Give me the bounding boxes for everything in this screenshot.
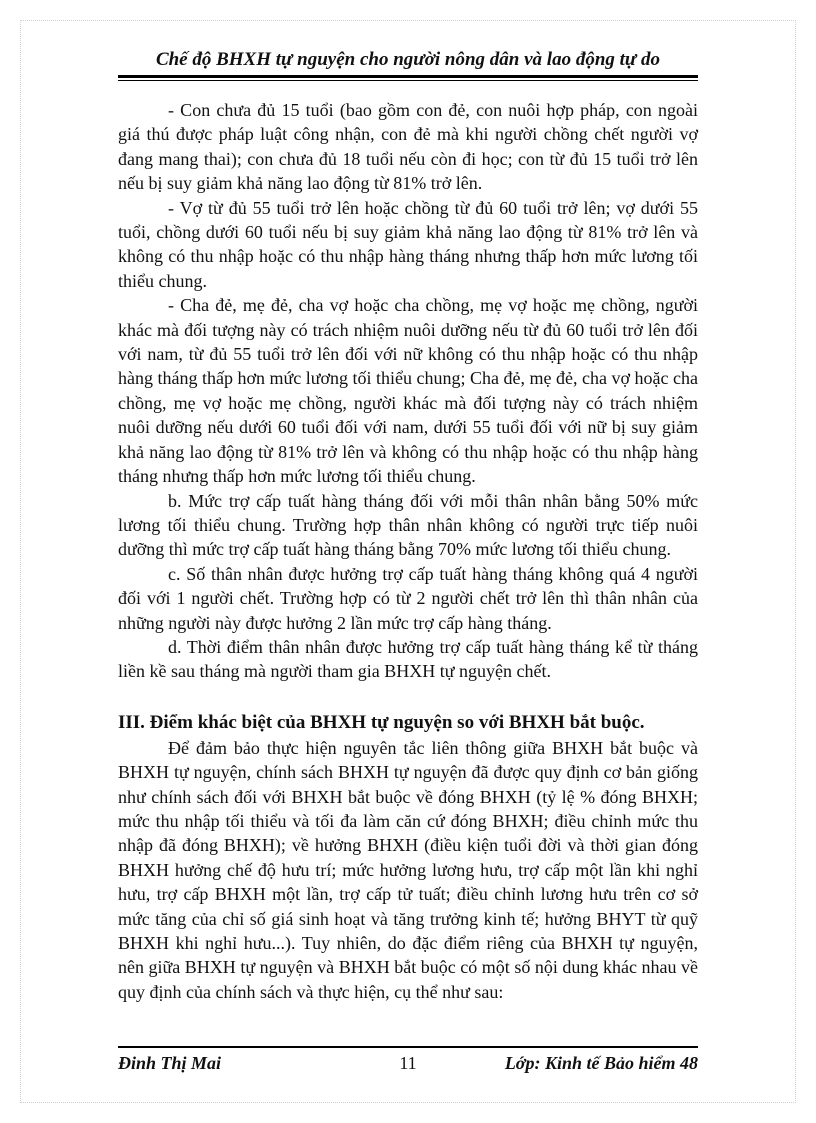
footer-author: Đinh Thị Mai (118, 1053, 222, 1073)
page-number: 11 (399, 1053, 417, 1073)
paragraph-children-dependents: - Con chưa đủ 15 tuổi (bao gồm con đẻ, con nuôi hợp pháp, con ngoài giá thú được pháp luật công nhận, con đẻ mà khi người chồng chết người vợ đang mang thai); con chưa đủ 18 tuổi nếu còn đi học; con từ đủ 15 tuổi trở lên nếu bị suy giảm khả năng lao động từ 81% trở lên. (118, 100, 698, 194)
header-rule-thin (118, 80, 698, 81)
footer-rule (118, 1046, 698, 1048)
paragraph-item-c: c. Số thân nhân được hưởng trợ cấp tuất hàng tháng không quá 4 người đối với 1 người chết. Trường hợp có từ 2 người chết trở lên thì thân nhân của những người này được hưởng 2 lần mức trợ cấp hàng tháng. (118, 563, 698, 633)
header-rule-thick (118, 75, 698, 78)
paragraph-item-b: b. Mức trợ cấp tuất hàng tháng đối với mỗi thân nhân bằng 50% mức lương tối thiểu chung. Trường hợp thân nhân không có người trực tiếp nuôi dưỡng thì mức trợ cấp tuất hàng tháng bằng 70% mức lương tối thiểu chung. (118, 490, 698, 560)
paragraph-parent-dependents: - Cha đẻ, mẹ đẻ, cha vợ hoặc cha chồng, mẹ vợ hoặc mẹ chồng, người khác mà đối tượng này có trách nhiệm nuôi dưỡng nếu từ đủ 60 tuổi trở lên đối với nam, từ đủ 55 tuổi trở lên đối với nữ không có thu nhập hoặc có thu nhập hàng tháng thấp hơn mức lương tối thiểu chung; Cha đẻ, mẹ đẻ, cha vợ hoặc cha chồng, mẹ vợ hoặc mẹ chồng, người khác mà đối tượng này có trách nhiệm nuôi dưỡng nếu dưới 60 tuổi đối với nam, dưới 55 tuổi đối với nữ bị suy giảm khả năng lao động từ 81% trở lên và không có thu nhập hoặc có thu nhập hàng tháng nhưng thấp hơn mức lương tối thiểu chung. (118, 295, 698, 487)
section-heading-iii: III. Điểm khác biệt của BHXH tự nguyện so với BHXH bắt buộc. (118, 711, 645, 733)
document-body (118, 98, 698, 1004)
paragraph-spouse-dependents: - Vợ từ đủ 55 tuổi trở lên hoặc chồng từ đủ 60 tuổi trở lên; vợ dưới 55 tuổi, chồng dưới 60 tuổi nếu bị suy giảm khả năng lao động từ 81% trở lên và không có thu nhập hoặc có thu nhập hàng tháng nhưng thấp hơn mức lương tối thiểu chung. (118, 197, 698, 291)
paragraph-section-iii-intro: Để đảm bảo thực hiện nguyên tắc liên thông giữa BHXH bắt buộc và BHXH tự nguyện, chính sách BHXH tự nguyện đã được quy định cơ bản giống như chính sách đối với BHXH bắt buộc về đóng BHXH (tỷ lệ % đóng BHXH; mức thu nhập tối thiểu và tối đa làm căn cứ đóng BHXH; điều chỉnh mức thu nhập đã đóng BHXH); về hưởng BHXH (điều kiện tuổi đời và thời gian đóng BHXH hưởng chế độ hưu trí; mức hưởng lương hưu, trợ cấp một lần khi nghỉ hưu, trợ cấp BHXH một lần, trợ cấp tử tuất; điều chỉnh lương hưu trên cơ sở mức tăng của chỉ số giá sinh hoạt và tăng trưởng kinh tế; hưởng BHYT từ quỹ BHXH khi nghỉ hưu...). Tuy nhiên, do đặc điểm riêng của BHXH tự nguyện, nên giữa BHXH tự nguyện và BHXH bắt buộc có một số nội dung khác nhau về quy định của chính sách và thực hiện, cụ thể như sau: (118, 737, 698, 1002)
footer-class-name: Lớp: Kinh tế Bảo hiểm 48 (504, 1053, 698, 1073)
page-footer (118, 1051, 698, 1075)
page-header-title: Chế độ BHXH tự nguyện cho người nông dân và lao động tự do (155, 49, 661, 70)
paragraph-item-d: d. Thời điểm thân nhân được hưởng trợ cấp tuất hàng tháng kể từ tháng liền kề sau tháng mà người tham gia BHXH tự nguyện chết. (118, 636, 698, 682)
